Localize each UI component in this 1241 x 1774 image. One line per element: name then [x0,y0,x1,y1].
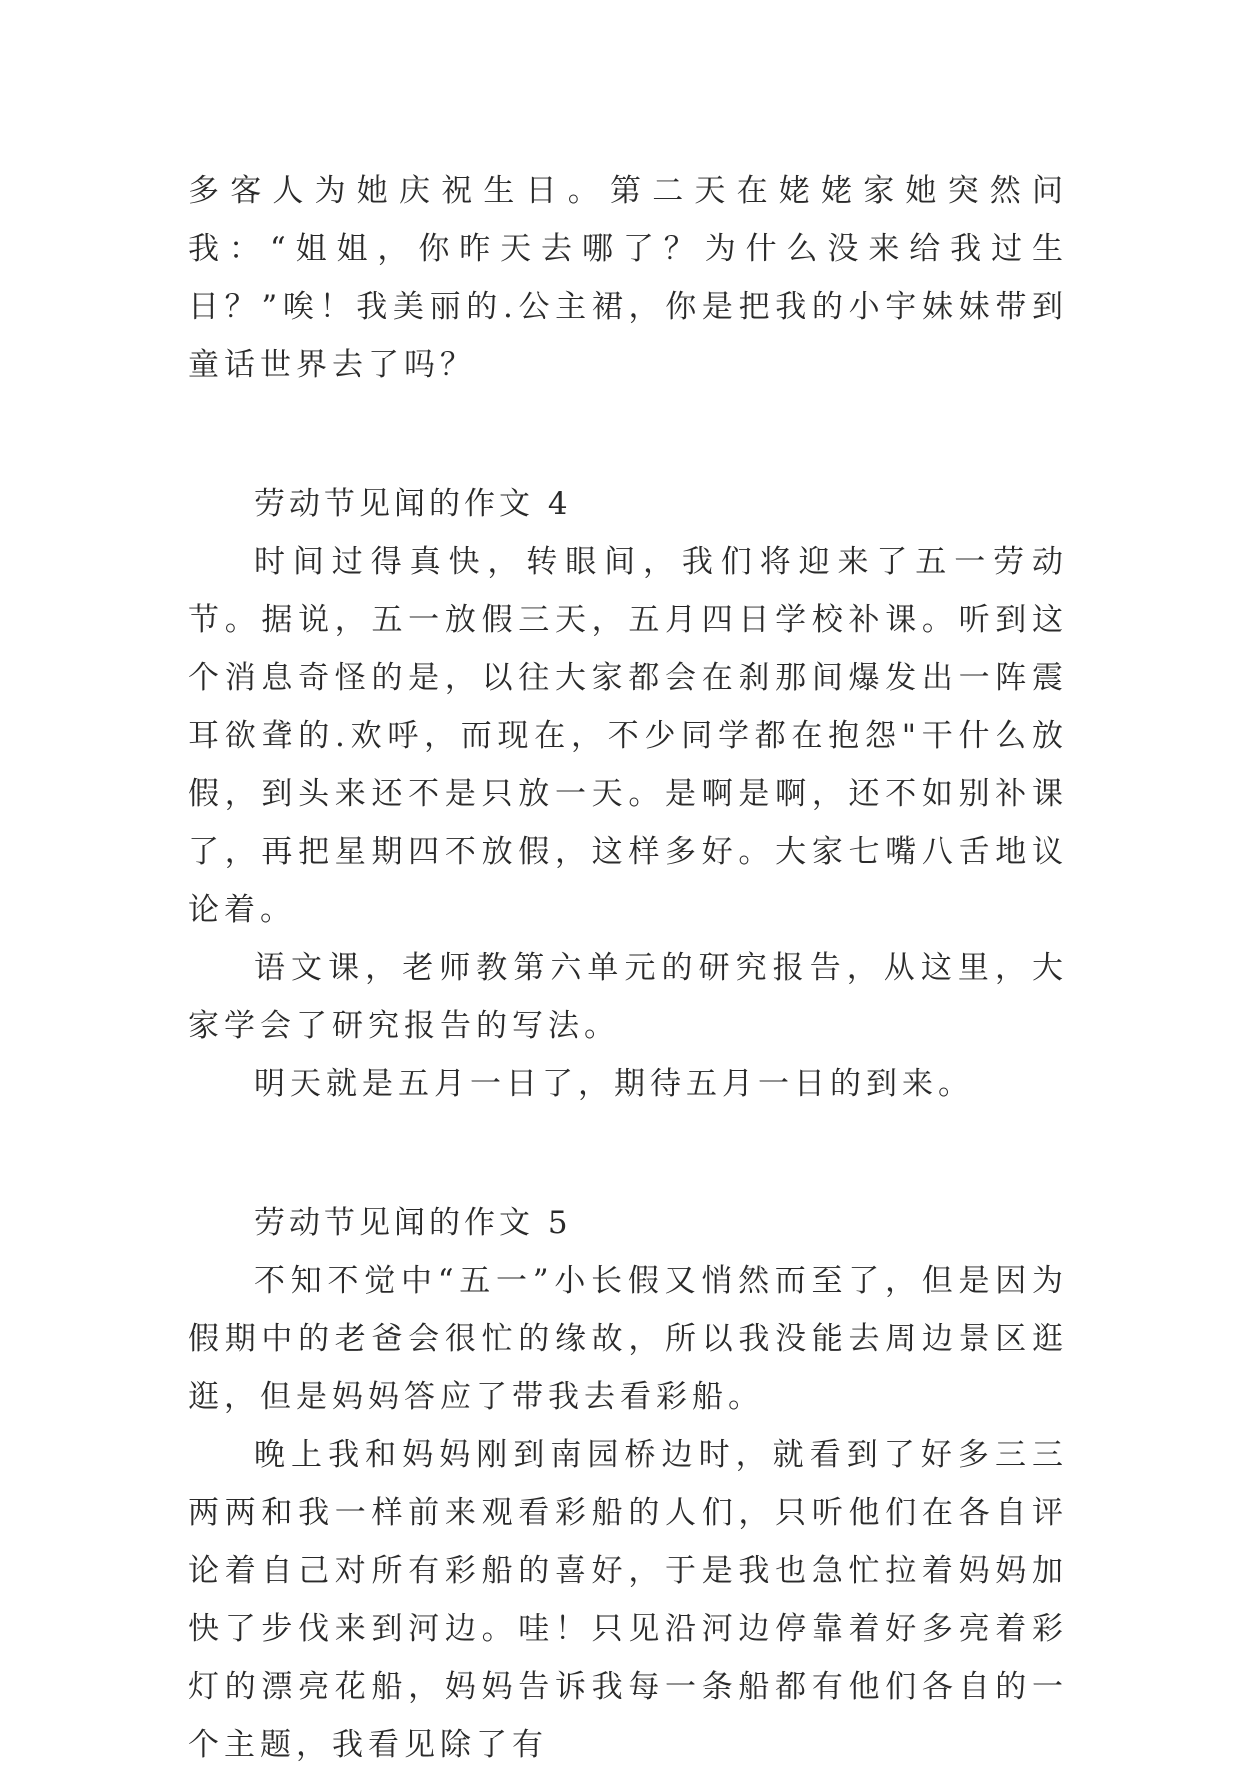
paragraph-colored-boats: 晚上我和妈妈刚到南园桥边时，就看到了好多三三两两和我一样前来观看彩船的人们，只听他们在各自评论着自己对所有彩船的喜好，于是我也急忙拉着妈妈加快了步伐来到河边。哇！只见沿河边停靠着好多亮着彩灯的漂亮花船，妈妈告诉我每一条船都有他们各自的一个主题，我看见除了有 [188,1437,1068,1763]
document-body [188,162,1068,1774]
section-spacer [188,1113,1068,1194]
paragraph-birthday-end: 多客人为她庆祝生日。第二天在姥姥家她突然问我：“姐姐，你昨天去哪了？为什么没来给我过生日？”唉！我美丽的.公主裙，你是把我的小宇妹妹带到童话世界去了吗？ [188,173,1068,383]
section-heading-5: 劳动节见闻的作文 5 [254,1205,572,1241]
paragraph-chinese-class: 语文课，老师教第六单元的研究报告，从这里，大家学会了研究报告的写法。 [188,950,1068,1044]
paragraph-may-first: 明天就是五月一日了，期待五月一日的到来。 [254,1066,974,1102]
paragraph-holiday-arrives: 不知不觉中“五一”小长假又悄然而至了，但是因为假期中的老爸会很忙的缘故，所以我没能去周边景区逛逛，但是妈妈答应了带我去看彩船。 [188,1263,1068,1415]
paragraph-holiday-news: 时间过得真快，转眼间，我们将迎来了五一劳动节。据说，五一放假三天，五月四日学校补课。听到这个消息奇怪的是，以往大家都会在刹那间爆发出一阵震耳欲聋的.欢呼，而现在，不少同学都在抱怨"干什么放假，到头来还不是只放一天。是啊是啊，还不如别补课了，再把星期四不放假，这样多好。大家七嘴八舌地议论着。 [188,544,1068,928]
section-heading-4: 劳动节见闻的作文 4 [254,486,572,522]
section-spacer [188,394,1068,475]
